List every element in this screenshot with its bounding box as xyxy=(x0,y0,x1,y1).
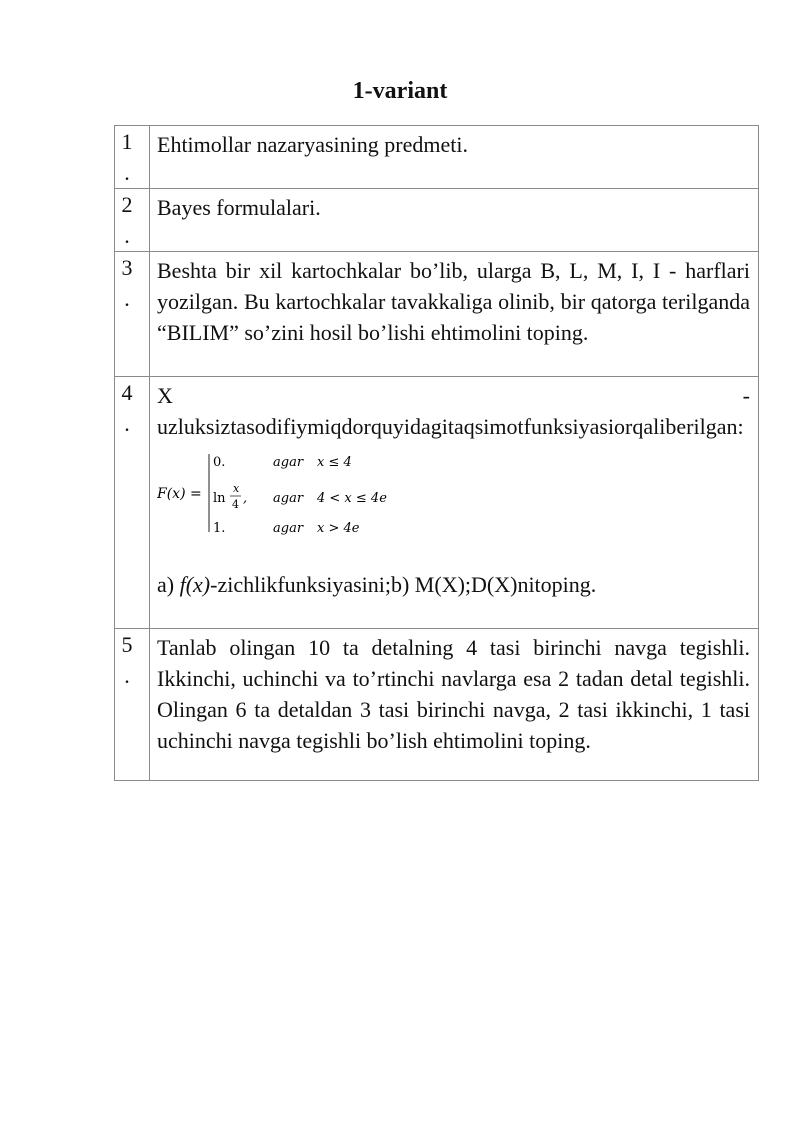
variable-line xyxy=(157,380,750,411)
task-number: 3 xyxy=(121,255,133,280)
table-row xyxy=(115,126,759,189)
case1-value: 0. xyxy=(213,455,226,470)
task-questions xyxy=(157,569,750,600)
case2-condition: 4 < x ≤ 4e xyxy=(317,491,387,506)
case2-numerator: x xyxy=(233,482,240,495)
task-number-cell xyxy=(115,629,150,781)
questions-prefix: a) xyxy=(157,572,180,597)
table-row xyxy=(115,252,759,377)
task-description: uzluksiztasodifiymiqdorquyidagitaqsimotfunksiyasiorqaliberilgan: xyxy=(157,414,744,439)
table-row xyxy=(115,377,759,629)
task-text xyxy=(150,377,759,629)
case1-condition: x ≤ 4 xyxy=(317,455,352,470)
task-text: Tanlab olingan 10 ta detalning 4 tasi birinchi navga tegishli. Ikkinchi, uchinchi va to’rtinchi navlarga esa 2 tadan detal tegishli. Olingan 6 ta detaldan 3 tasi birinchi navga, 2 tasi ikkinchi, 1 tasi uchinchi navga tegishli bo’lish ehtimolini toping. xyxy=(150,629,759,781)
task-text: Beshta bir xil kartochkalar bo’lib, ularga B, L, M, I, I - harflari yozilgan. Bu kartochkalar tavakkaliga olinib, bir qatorga terilganda “BILIM” so’zini hosil bo’lishi ehtimolini toping. xyxy=(150,252,759,377)
task-number-dot: . xyxy=(124,286,130,311)
task-number-cell xyxy=(115,189,150,252)
case2-comma: , xyxy=(243,491,248,506)
task-number-dot: . xyxy=(124,411,130,436)
task-number: 5 xyxy=(121,632,133,657)
questions-density: f(x) xyxy=(179,572,211,597)
table-row xyxy=(115,189,759,252)
task-number-cell xyxy=(115,377,150,629)
task-number: 2 xyxy=(121,192,133,217)
table-row xyxy=(115,629,759,781)
variable-x: X xyxy=(157,383,173,408)
case2-ln: ln xyxy=(213,491,226,506)
task-number-dot: . xyxy=(124,223,130,248)
formula-lhs: F(x) = xyxy=(157,486,202,502)
case3-condition: x > 4e xyxy=(317,521,360,536)
task-number-dot: . xyxy=(124,160,130,185)
case3-word: agar xyxy=(273,521,304,536)
distribution-formula xyxy=(157,450,397,540)
task-number: 4 xyxy=(121,380,133,405)
formula-graphic xyxy=(157,450,397,540)
tasks-table xyxy=(114,125,759,781)
case1-word: agar xyxy=(273,455,304,470)
case3-value: 1. xyxy=(213,521,226,536)
questions-rest: -zichlikfunksiyasini;b) M(X);D(X)nitoping. xyxy=(210,572,597,597)
task-number-cell xyxy=(115,126,150,189)
task-text: Ehtimollar nazaryasining predmeti. xyxy=(150,126,759,189)
task-number-cell xyxy=(115,252,150,377)
case2-word: agar xyxy=(273,491,304,506)
case2-denominator: 4 xyxy=(232,498,239,511)
task-number-dot: . xyxy=(124,663,130,688)
task-text: Bayes formulalari. xyxy=(150,189,759,252)
task-number: 1 xyxy=(121,129,133,154)
page-title: 1-variant xyxy=(352,78,448,104)
variable-dash: - xyxy=(742,383,750,408)
